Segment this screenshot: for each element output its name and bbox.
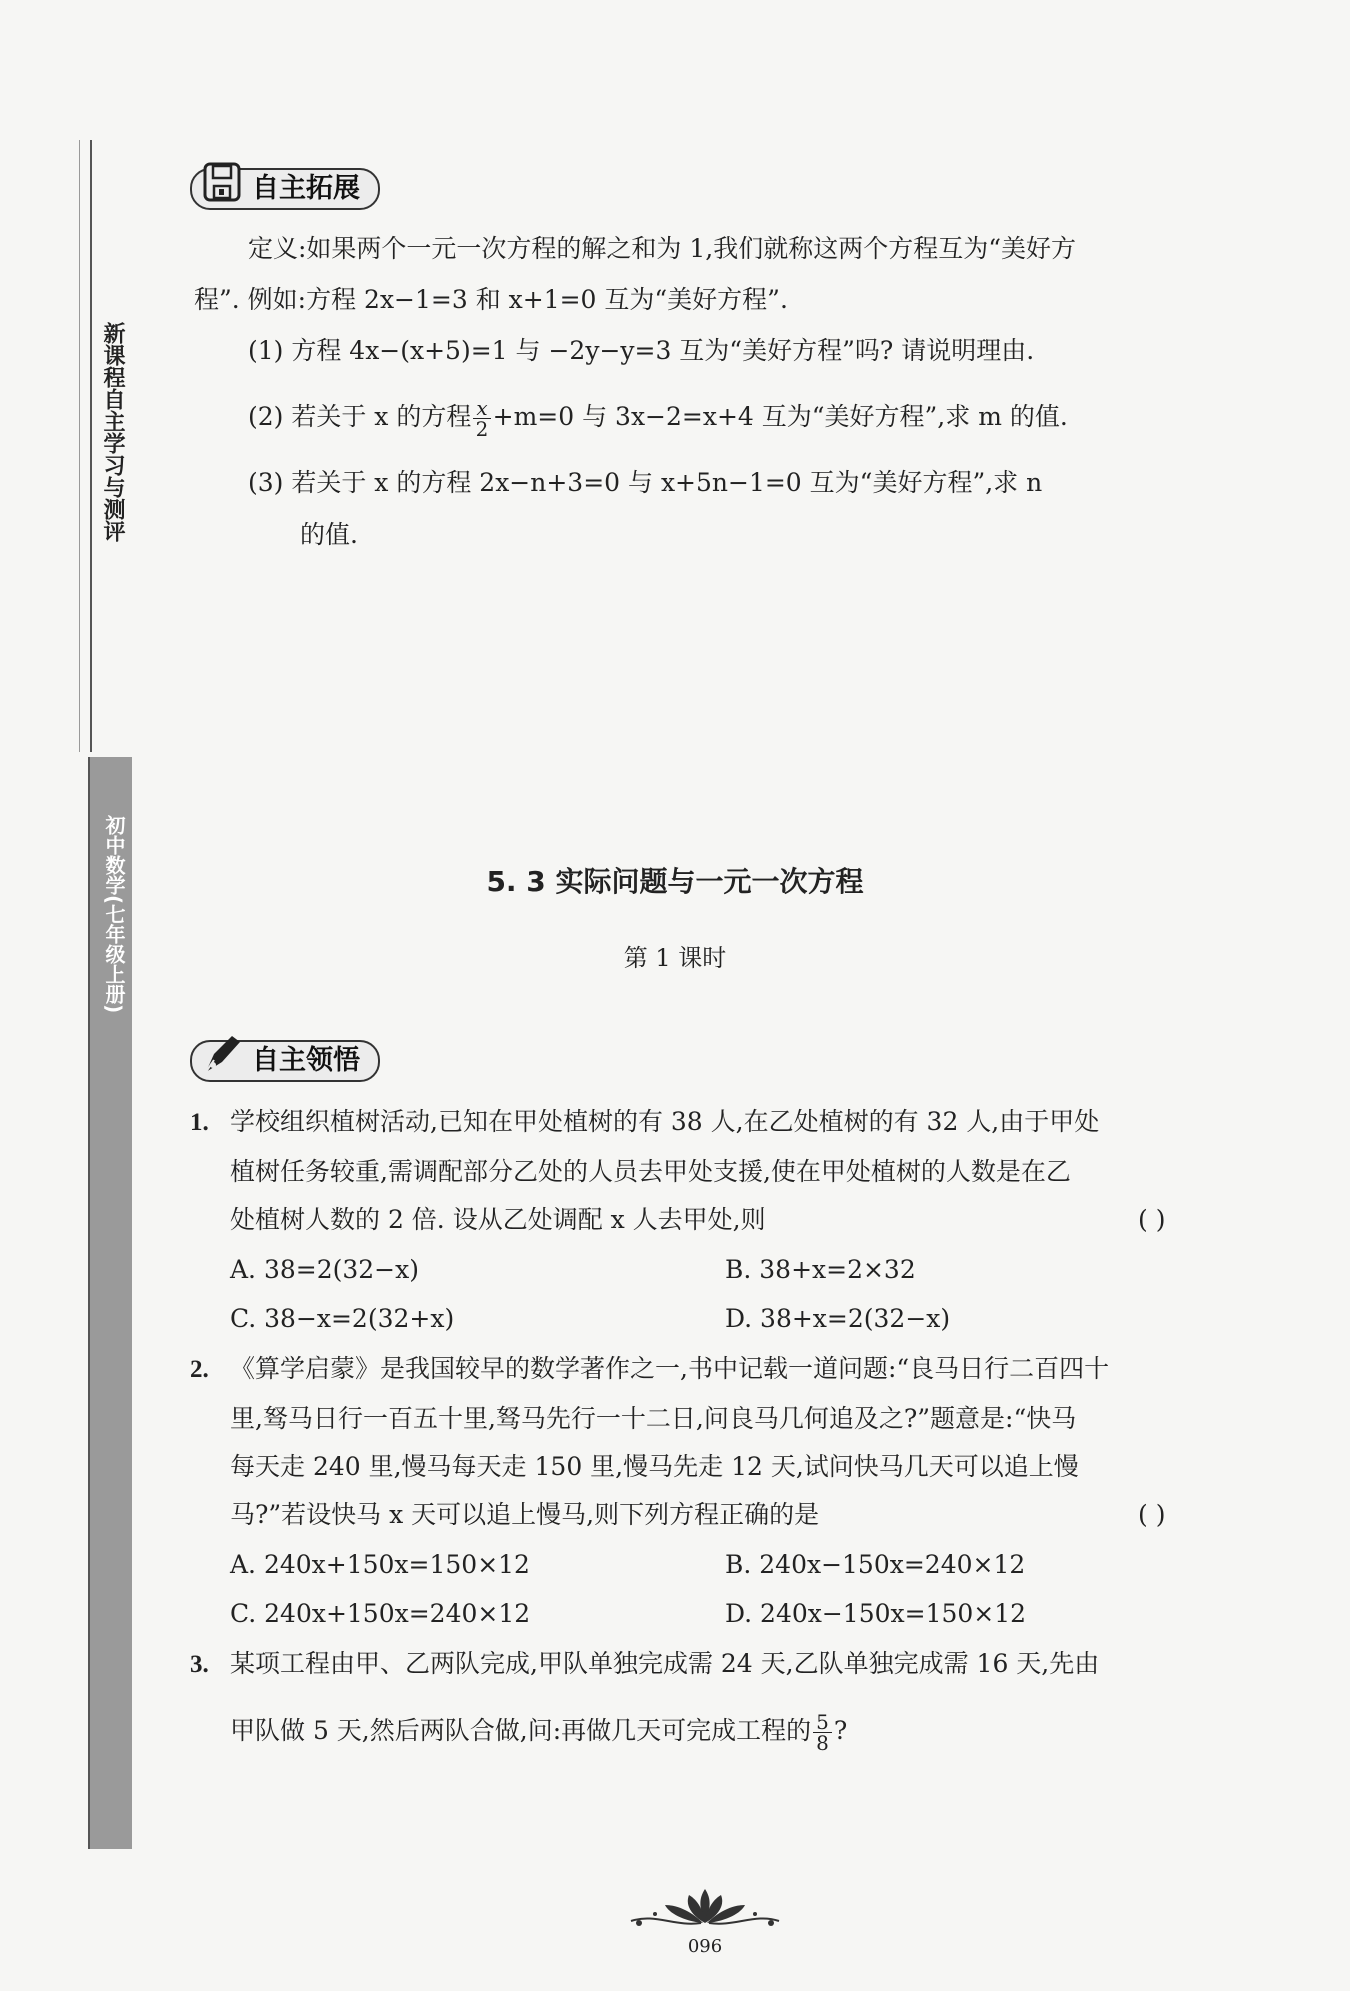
lesson-title: 第 1 课时 — [623, 944, 727, 972]
fraction-denominator: 8 — [816, 1731, 829, 1755]
q2-option-a: A. 240x+150x=150×12 — [230, 1550, 530, 1579]
fraction-x-over-2 — [473, 398, 490, 439]
q2-line-1: 《算学启蒙》是我国较早的数学著作之一,书中记载一道问题:“良马日行二百四十 — [230, 1354, 1110, 1383]
comprehension-badge — [190, 1040, 380, 1082]
fraction-numerator: 5 — [813, 1712, 832, 1733]
q1-line-1: 学校组织植树活动,已知在甲处植树的有 38 人,在乙处植树的有 32 人,由于甲处 — [230, 1107, 1100, 1136]
question-1: (1) 方程 4x−(x+5)=1 与 −2y−y=3 互为“美好方程”吗? 请说明理由. — [248, 336, 1035, 365]
question-3-line-2: 的值. — [300, 520, 358, 549]
extension-badge-label: 自主拓展 — [252, 173, 360, 204]
section-title: 5. 3 实际问题与一元一次方程 — [486, 865, 864, 898]
question-2-end: +m=0 与 3x−2=x+4 互为“美好方程”,求 m 的值. — [492, 402, 1068, 431]
q1-line-2: 植树任务较重,需调配部分乙处的人员去甲处支援,使在甲处植树的人数是在乙 — [230, 1157, 1071, 1186]
fraction-numerator: x — [473, 398, 490, 419]
mc-question-1 — [190, 1105, 209, 1140]
q1-option-b: B. 38+x=2×32 — [725, 1255, 916, 1284]
floppy-disk-icon — [202, 160, 242, 204]
q2-line-2: 里,驽马日行一百五十里,驽马先行一十二日,问良马几何追及之?”题意是:“快马 — [230, 1404, 1077, 1433]
question-2 — [248, 398, 1068, 439]
comprehension-badge-label: 自主领悟 — [252, 1045, 360, 1076]
q3-line-2 — [230, 1712, 847, 1753]
answer-blank[interactable]: ( ) — [1138, 1205, 1166, 1234]
q1-option-d: D. 38+x=2(32−x) — [725, 1304, 951, 1333]
q3-line-1: 某项工程由甲、乙两队完成,甲队单独完成需 24 天,乙队单独完成需 16 天,先由 — [230, 1649, 1100, 1678]
definition-line-2: 程”. 例如:方程 2x−1=3 和 x+1=0 互为“美好方程”. — [194, 285, 788, 314]
q2-line-4: 马?”若设快马 x 天可以追上慢马,则下列方程正确的是 — [230, 1500, 820, 1529]
subject-label: 初中数学(七年级上册) — [102, 815, 126, 1014]
question-number: 2. — [190, 1356, 209, 1383]
definition-line-1: 定义:如果两个一元一次方程的解之和为 1,我们就称这两个方程互为“美好方 — [248, 234, 1077, 263]
q2-option-d: D. 240x−150x=150×12 — [725, 1599, 1027, 1628]
page-number: 096 — [687, 1936, 723, 1957]
q2-option-c: C. 240x+150x=240×12 — [230, 1599, 531, 1628]
question-3-number — [190, 1647, 209, 1682]
question-number: 3. — [190, 1651, 209, 1678]
question-number: 1. — [190, 1109, 209, 1136]
fraction-denominator: 2 — [475, 417, 489, 441]
question-2-start: (2) 若关于 x 的方程 — [248, 402, 472, 431]
pen-nib-icon — [202, 1032, 242, 1076]
q1-line-3: 处植树人数的 2 倍. 设从乙处调配 x 人去甲处,则 — [230, 1205, 766, 1234]
q3-line-2-end: ? — [833, 1716, 848, 1745]
extension-badge — [190, 168, 380, 210]
q2-line-3: 每天走 240 里,慢马每天走 150 里,慢马先走 12 天,试问快马几天可以追上慢 — [230, 1452, 1079, 1481]
question-3-line-1: (3) 若关于 x 的方程 2x−n+3=0 与 x+5n−1=0 互为“美好方程”,求 n — [248, 468, 1043, 497]
series-title: 新课程自主学习与测评 — [100, 322, 125, 542]
sidebar-rule — [79, 140, 92, 752]
q2-option-b: B. 240x−150x=240×12 — [725, 1550, 1026, 1579]
floral-ornament-icon — [625, 1883, 785, 1933]
q1-option-c: C. 38−x=2(32+x) — [230, 1304, 455, 1333]
answer-blank[interactable]: ( ) — [1138, 1500, 1166, 1529]
fraction-5-over-8 — [813, 1712, 832, 1753]
q1-option-a: A. 38=2(32−x) — [230, 1255, 419, 1284]
mc-question-2 — [190, 1352, 209, 1387]
q3-line-2-start: 甲队做 5 天,然后两队合做,问:再做几天可完成工程的 — [230, 1716, 812, 1745]
